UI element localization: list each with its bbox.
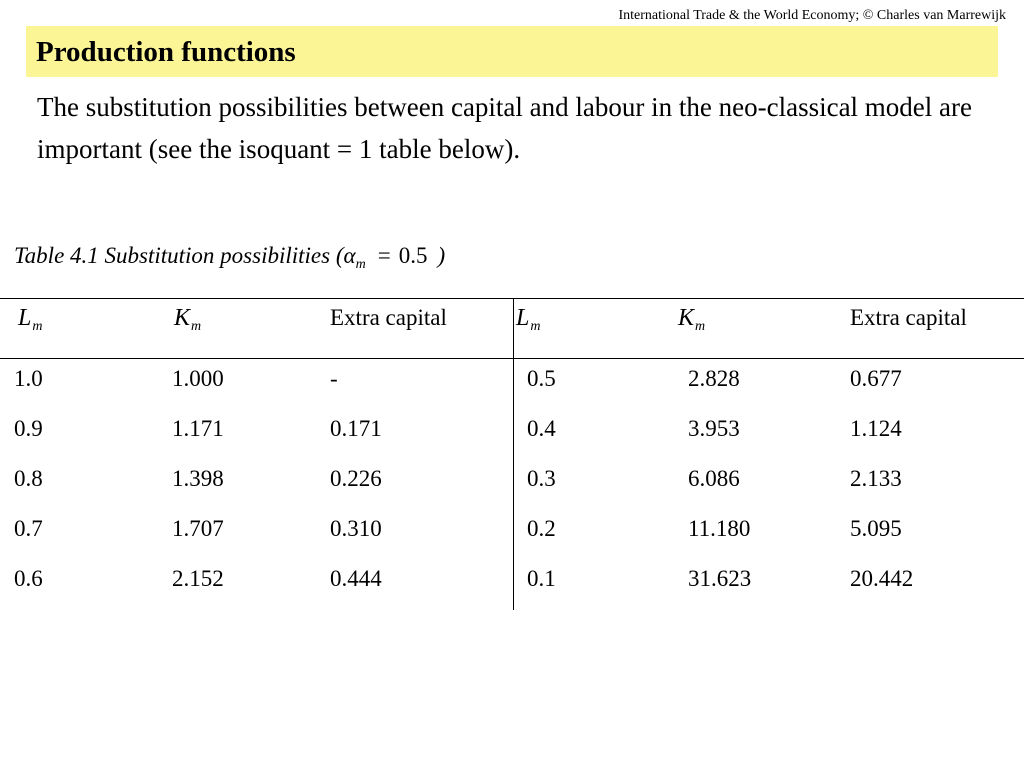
variable-symbol: L (18, 305, 32, 331)
variable-subscript: m (695, 319, 706, 334)
table-cell: 0.3 (527, 466, 556, 491)
table-cell: 1.000 (172, 366, 224, 391)
column-header (18, 303, 42, 342)
variable-symbol: K (174, 305, 191, 331)
variable-symbol: K (678, 305, 695, 331)
table-cell: 1.707 (172, 516, 224, 541)
variable-subscript: m (191, 319, 202, 334)
table-cell: 0.1 (527, 566, 556, 591)
table-cell: 1.398 (172, 466, 224, 491)
table-cell: - (330, 366, 338, 391)
table-caption (14, 243, 445, 273)
table-cell: 31.623 (688, 566, 752, 591)
table-cell: 0.677 (850, 366, 902, 391)
table-cell: 1.0 (14, 366, 43, 391)
header-credit: International Trade & the World Economy; © Charles van Marrewijk (618, 8, 1006, 23)
table-cell: 2.133 (850, 466, 902, 491)
column-header (678, 303, 705, 342)
table-cell: 0.2 (527, 516, 556, 541)
column-header (516, 303, 540, 342)
column-header: Extra capital (850, 305, 967, 330)
table-divider (513, 298, 514, 610)
table-cell: 1.171 (172, 416, 224, 441)
column-header: Extra capital (330, 305, 447, 330)
caption-close: ) (437, 243, 446, 268)
column-header (174, 303, 201, 342)
title-bar (26, 26, 998, 77)
intro-paragraph: The substitution possibilities between capital and labour in the neo-classical model are important (see the isoquant = 1 table below). (37, 92, 972, 164)
slide-title: Production functions (36, 36, 296, 68)
table-cell: 5.095 (850, 516, 902, 541)
table-cell: 20.442 (850, 566, 914, 591)
table-cell: 0.6 (14, 566, 43, 591)
table-cell: 2.152 (172, 566, 224, 591)
caption-value: 0.5 (398, 243, 428, 268)
table-cell: 0.171 (330, 416, 382, 441)
table-cell: 6.086 (688, 466, 740, 491)
table-cell: 0.5 (527, 366, 556, 391)
table-cell: 1.124 (850, 416, 902, 441)
table-cell: 3.953 (688, 416, 740, 441)
variable-symbol: L (516, 305, 530, 331)
table-cell: 2.828 (688, 366, 740, 391)
table-header-rule (0, 358, 1024, 359)
table-top-rule (0, 298, 1024, 299)
alpha-symbol: α (343, 243, 356, 268)
variable-subscript: m (32, 319, 43, 334)
caption-text: Table 4.1 Substitution possibilities ( (14, 243, 344, 268)
table-cell: 0.310 (330, 516, 382, 541)
table-cell: 11.180 (688, 516, 751, 541)
table-cell: 0.4 (527, 416, 556, 441)
table-cell: 0.226 (330, 466, 382, 491)
table-cell: 0.9 (14, 416, 43, 441)
table-cell: 0.8 (14, 466, 43, 491)
variable-subscript: m (530, 319, 541, 334)
table-cell: 0.7 (14, 516, 43, 541)
caption-subscript: m (355, 257, 366, 272)
table-cell: 0.444 (330, 566, 382, 591)
caption-equals: = (377, 243, 391, 268)
